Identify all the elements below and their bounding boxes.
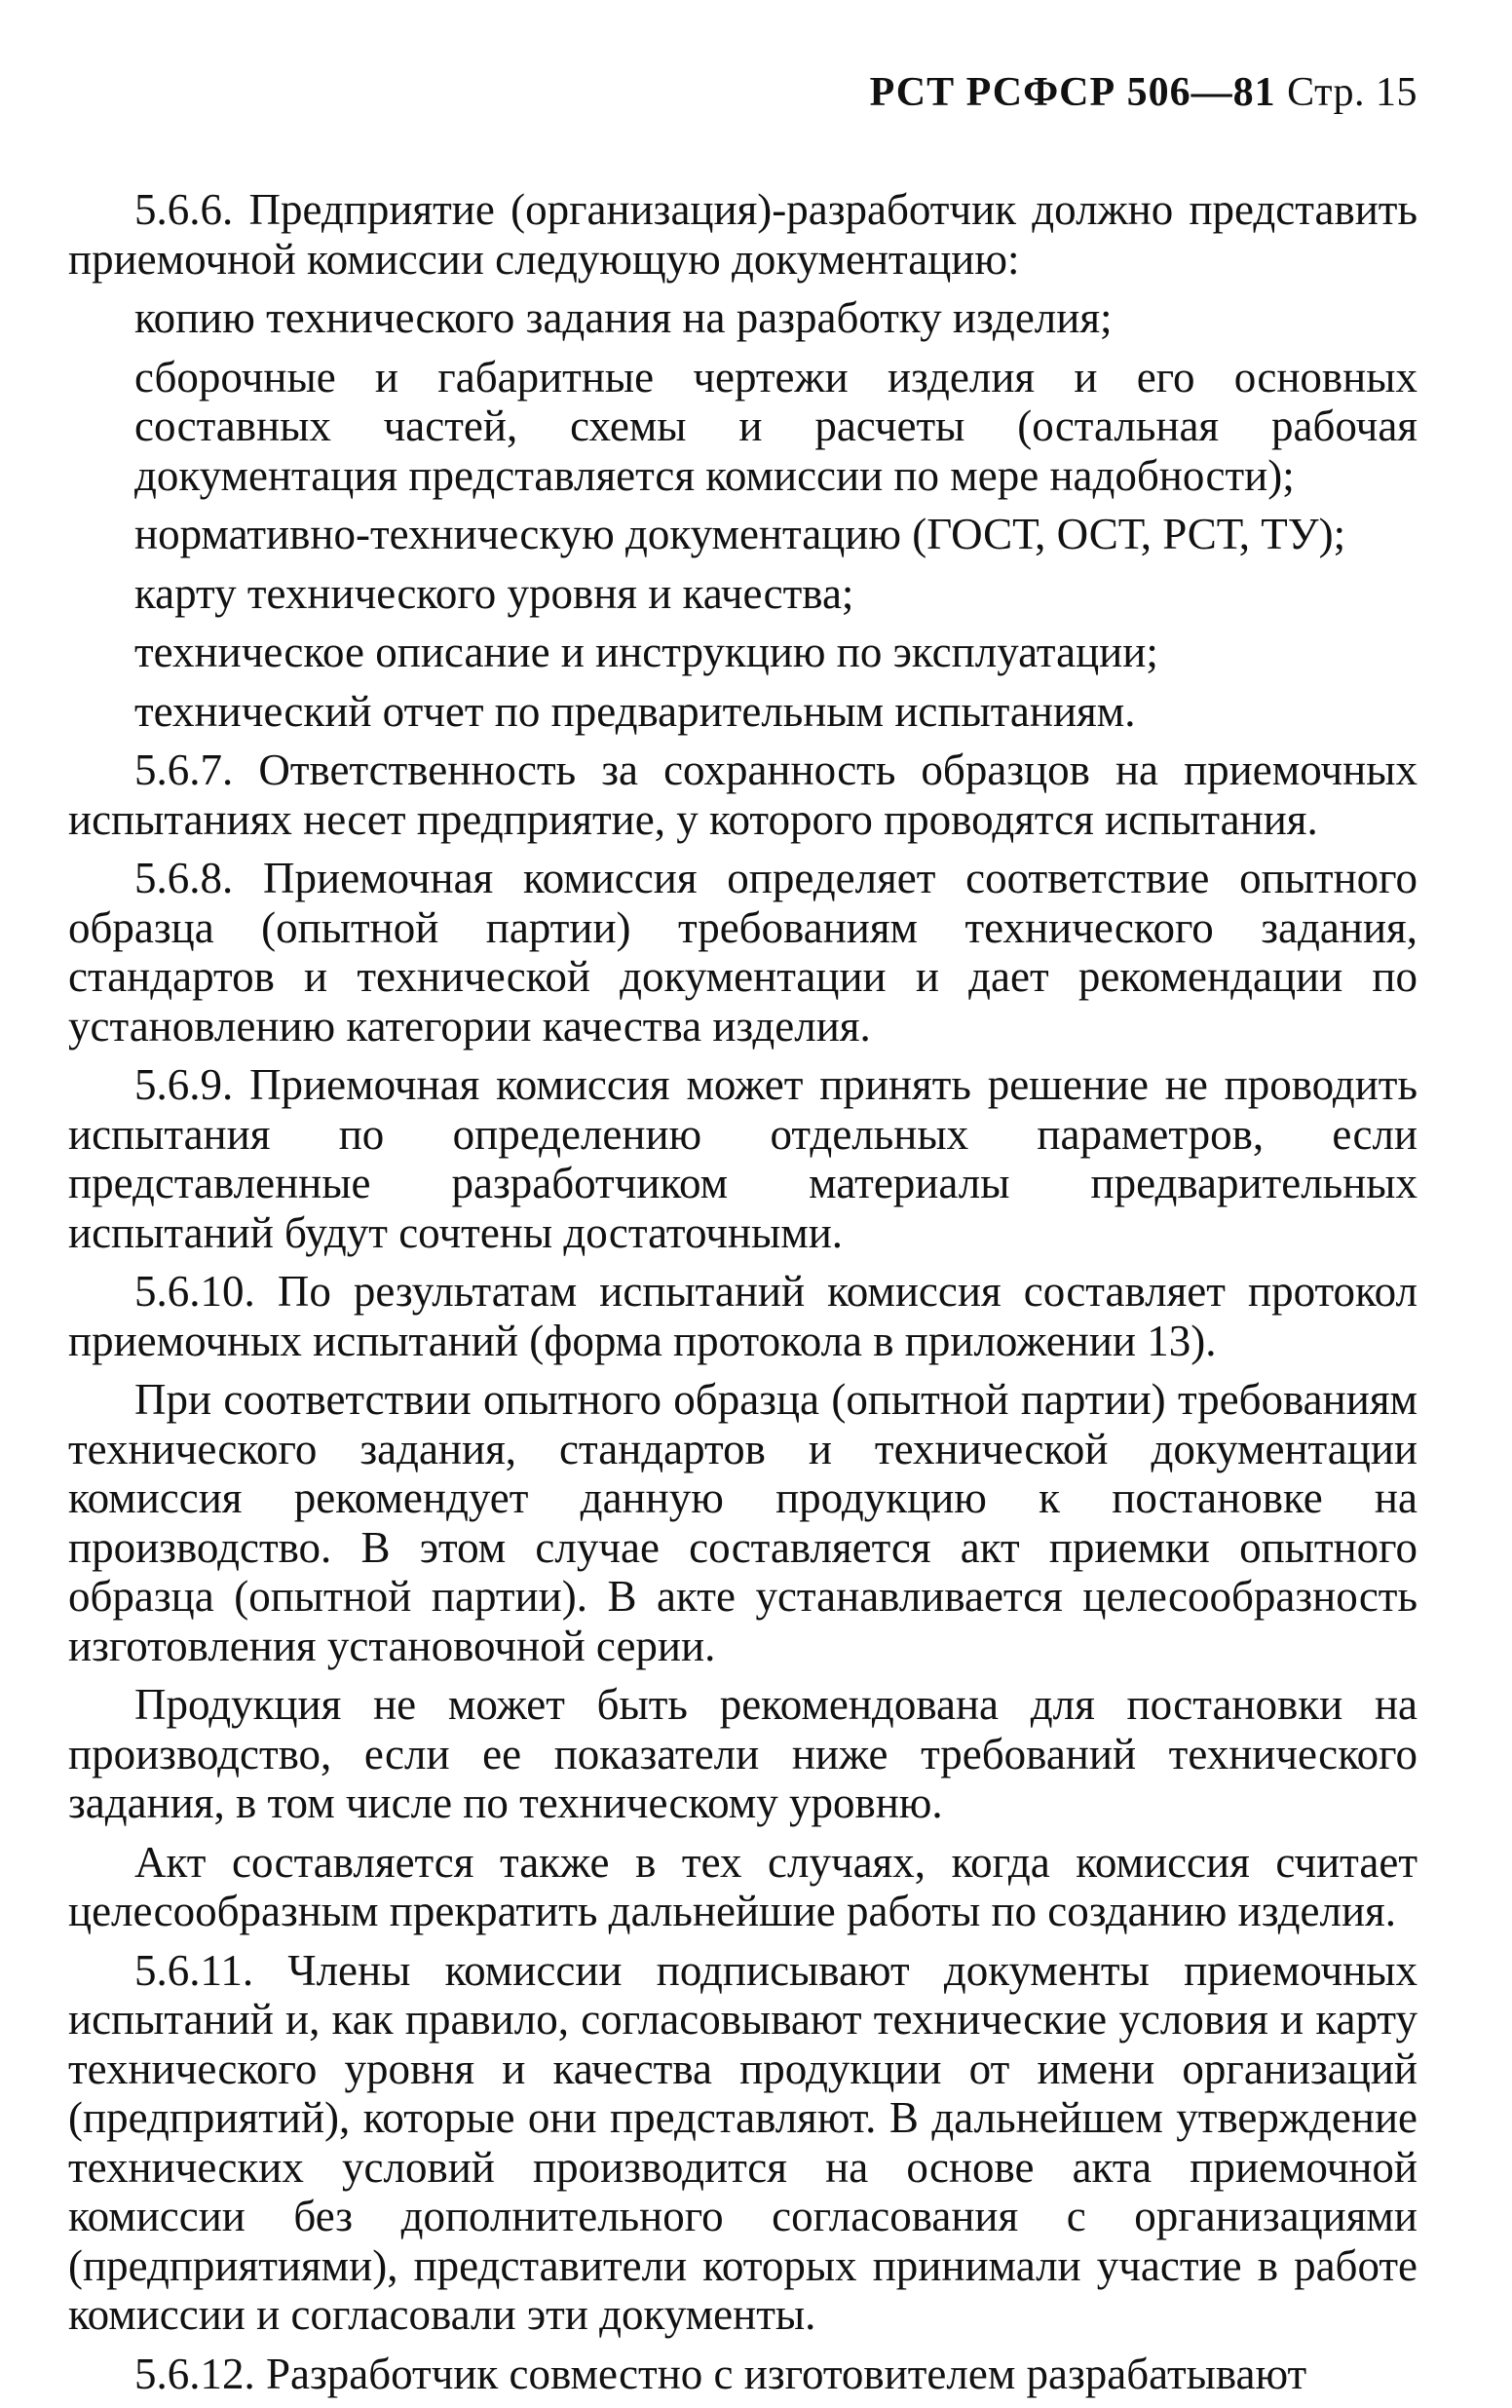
list-item-report: технический отчет по предварительным испытаниям. — [134, 686, 1136, 736]
paragraph-compliance: При соответствии опытного образца (опытной партии) требованиям технического задания, стандартов и технической документации комиссия рекомендует данную продукцию к постановке на производство. В этом случае составляется акт приемки опытного образца (опытной партии). В акте устанавливается целесообразность изготовления установочной серии. — [68, 1375, 1418, 1670]
document-page — [68, 68, 1418, 2408]
clause-5-6-6: 5.6.6. Предприятие (организация)-разработчик должно представить приемочной комиссии следующую документацию: — [68, 185, 1418, 284]
clause-5-6-11: 5.6.11. Члены комиссии подписывают документы приемочных испытаний и, как правило, согласовывают технические условия и карту технического уровня и качества продукции от имени организаций (предприятий), которые они представляют. В дальнейшем утверждение технических условий производится на основе акта приемочной комиссии без дополнительного согласования с организациями (предприятиями), представители которых принимали участие в работе комиссии и согласовали эти документы. — [68, 1945, 1418, 2340]
list-item-manual: техническое описание и инструкцию по эксплуатации; — [134, 628, 1158, 677]
list-item-normative-docs: нормативно-техническую документацию (ГОСТ, ОСТ, РСТ, ТУ); — [134, 510, 1346, 559]
clause-5-6-7: 5.6.7. Ответственность за сохранность образцов на приемочных испытаниях несет предприятие, у которого проводятся испытания. — [68, 745, 1418, 844]
clause-5-6-9: 5.6.9. Приемочная комиссия может принять решение не проводить испытания по определению отдельных параметров, если представленные разработчиком материалы предварительных испытаний будут сочтены достаточными. — [68, 1060, 1418, 1257]
paragraph-act: Акт составляется также в тех случаях, когда комиссия считает целесообразным прекратить дальнейшие работы по созданию изделия. — [68, 1837, 1418, 1936]
page-header — [68, 68, 1418, 117]
list-item-drawings: сборочные и габаритные чертежи изделия и его основных составных частей, схемы и расчеты (остальная рабочая документация представляется комиссии по мере надобности); — [134, 352, 1418, 500]
clause-5-6-10: 5.6.10. По результатам испытаний комиссия составляет протокол приемочных испытаний (форма протокола в приложении 13). — [68, 1267, 1418, 1365]
page-number: Стр. 15 — [1287, 70, 1418, 115]
clause-5-6-12: 5.6.12. Разработчик совместно с изготовителем разрабатывают — [134, 2349, 1307, 2398]
document-code: РСТ РСФСР 506—81 — [869, 70, 1276, 115]
paragraph-not-recommended: Продукция не может быть рекомендована для постановки на производство, если ее показатели ниже требований технического задания, в том числе по техническому уровню. — [68, 1680, 1418, 1828]
list-item-tz-copy: копию технического задания на разработку изделия; — [134, 293, 1113, 343]
clause-5-6-8: 5.6.8. Приемочная комиссия определяет соответствие опытного образца (опытной партии) требованиям технического задания, стандартов и технической документации и дает рекомендации по установлению категории качества изделия. — [68, 854, 1418, 1051]
list-item-quality-map: карту технического уровня и качества; — [134, 568, 854, 618]
